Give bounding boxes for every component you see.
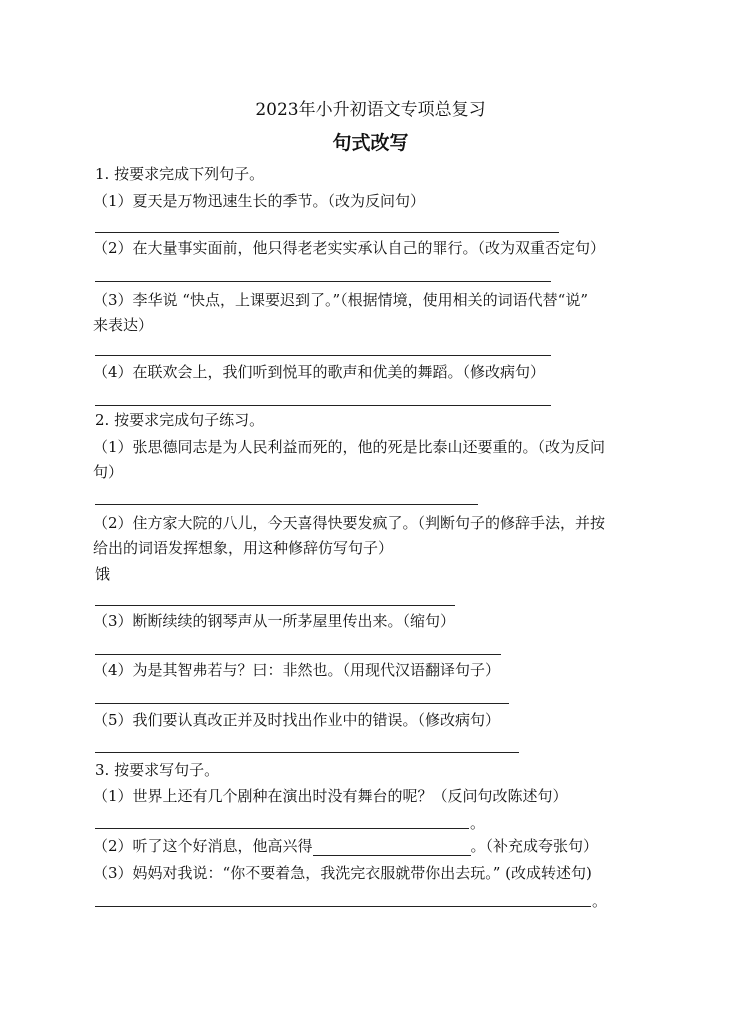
answer-line-3-1[interactable] [95, 828, 469, 829]
section2-heading: 2. 按要求完成句子练习。 [95, 411, 265, 429]
answer-line-1-4[interactable] [95, 405, 551, 406]
answer-line-2-2[interactable] [95, 605, 455, 606]
section2-question3: （3）断断续续的钢琴声从一所茅屋里传出来。（缩句） [93, 612, 456, 630]
answer-line-3-3[interactable] [95, 906, 591, 907]
answer-line-1-1[interactable] [95, 232, 559, 233]
section3-question2 [93, 836, 598, 856]
section2-question2-line1: （2）住方家大院的八儿，今天喜得快要发疯了。（判断句子的修辞手法，并按 [93, 514, 606, 532]
section3-question3: （3）妈妈对我说：“你不要着急，我洗完衣服就带你出去玩。” (改成转述句) [93, 864, 592, 882]
answer-line-2-4[interactable] [95, 703, 509, 704]
page-title: 2023年小升初语文专项总复习 [255, 100, 486, 120]
section3-question1: （1）世界上还有几个剧种在演出时没有舞台的呢？（反问句改陈述句） [93, 787, 568, 805]
section2-question1-line1: （1）张思德同志是为人民利益而死的，他的死是比泰山还要重的。（改为反问 [93, 438, 606, 456]
section1-question3-line1: （3）李华说 “快点，上课要迟到了。”（根据情境，使用相关的词语代替“说” [93, 291, 588, 309]
section3-question3-end: 。 [592, 892, 608, 910]
section1-question3-line2: 来表达） [93, 316, 154, 334]
answer-line-2-5[interactable] [95, 752, 519, 753]
section2-question2-word: 饿 [95, 565, 111, 583]
answer-blank-3-2[interactable] [313, 840, 471, 856]
section1-question1: （1）夏天是万物迅速生长的季节。（改为反问句） [93, 192, 426, 210]
section1-heading: 1. 按要求完成下列句子。 [95, 165, 265, 183]
section2-question4: （4）为是其智弗若与？曰：非然也。（用现代汉语翻译句子） [93, 661, 501, 679]
answer-line-2-1[interactable] [95, 504, 478, 505]
section1-question4: （4）在联欢会上，我们听到悦耳的歌声和优美的舞蹈。（修改病句） [93, 363, 546, 381]
section2-question1-line2: 句） [93, 463, 124, 481]
section1-question2: （2）在大量事实面前，他只得老老实实承认自己的罪行。（改为双重否定句） [93, 239, 606, 257]
section2-question5: （5）我们要认真改正并及时找出作业中的错误。（修改病句） [93, 711, 501, 729]
section3-question2-suffix: 。（补充成夸张句） [470, 837, 599, 855]
section3-heading: 3. 按要求写句子。 [95, 761, 220, 779]
answer-line-1-2[interactable] [95, 281, 551, 282]
section2-question2-line2: 给出的词语发挥想象，用这种修辞仿写句子） [93, 539, 394, 557]
section3-question1-end: 。 [470, 814, 486, 832]
answer-line-2-3[interactable] [95, 654, 501, 655]
page-subtitle: 句式改写 [332, 132, 409, 154]
section3-question2-prefix: （2）听了这个好消息，他高兴得 [93, 837, 313, 855]
answer-line-1-3[interactable] [95, 355, 551, 356]
